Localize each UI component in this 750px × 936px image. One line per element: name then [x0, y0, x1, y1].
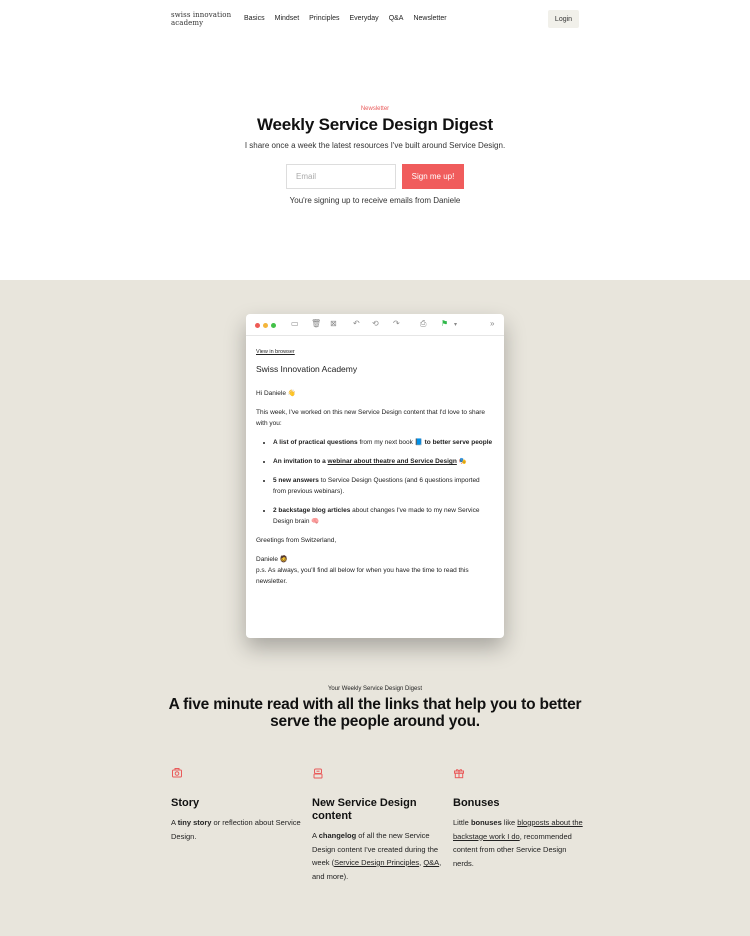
list-item: • 5 new answers to Service Design Questions (and 6 questions imported from previous webinars).: [273, 475, 494, 497]
junk-icon: ⊠: [330, 319, 337, 328]
email-signature: Daniele 🧔: [256, 556, 288, 563]
hero-subtitle: I share once a week the latest resources I've built around Service Design.: [244, 141, 506, 150]
email-closing: Greetings from Switzerland,: [256, 537, 337, 544]
reply-icon: ↶: [353, 319, 360, 328]
list-item: • 2 backstage blog articles about changes I've made to my new Service Design brain 🧠: [273, 505, 494, 527]
mail-toolbar: [246, 314, 504, 336]
view-in-browser-link[interactable]: View in browser: [256, 349, 295, 355]
service-design-principles-link[interactable]: Service Design Principles: [334, 858, 420, 867]
list-item: • A list of practical questions from my next book 📘 to better serve people: [273, 437, 494, 448]
email-ps: p.s. As always, you'll find all below for when you have the time to read this newsletter.: [256, 567, 469, 585]
consent-text: You're signing up to receive emails from Daniele: [289, 196, 461, 205]
email-preview-window: [246, 314, 504, 638]
nav-links: [244, 15, 457, 22]
nav-link-qa[interactable]: Q&A: [388, 15, 404, 22]
feature-description: A changelog of all the new Service Design content I've created during the week (Service Design Principles, Q&A, and more).: [312, 831, 442, 881]
feature-story: [171, 766, 301, 843]
email-list: [256, 437, 494, 527]
page-title: Weekly Service Design Digest: [257, 115, 493, 134]
blogposts-link[interactable]: blogposts about the backstage work I do: [453, 818, 583, 841]
feature-description: A tiny story or reflection about Service Design.: [171, 818, 301, 841]
nav-link-everyday[interactable]: Everyday: [349, 15, 379, 22]
minimize-dot-icon: [263, 323, 268, 328]
close-dot-icon: [255, 323, 260, 328]
flag-icon: ⚑: [441, 319, 449, 328]
feature-title: Story: [171, 797, 200, 809]
nav-link-mindset[interactable]: Mindset: [274, 15, 300, 22]
email-greeting: Hi Daniele 👋: [256, 390, 296, 397]
signup-button[interactable]: Sign me up!: [402, 164, 464, 189]
trash-icon: 🗑: [311, 319, 322, 328]
nav-link-principles[interactable]: Principles: [309, 15, 340, 22]
nav-link-basics[interactable]: Basics: [244, 15, 265, 22]
signup-form: [286, 164, 464, 189]
top-nav: [0, 0, 750, 40]
reply-all-icon: ⟲: [372, 319, 379, 328]
robot-icon: [312, 767, 324, 779]
story-icon: [171, 767, 183, 779]
forward-icon: ↷: [393, 319, 400, 328]
nav-link-newsletter[interactable]: Newsletter: [413, 15, 447, 22]
hero-section: [0, 40, 750, 280]
hero-eyebrow: Newsletter: [360, 106, 390, 112]
qa-link[interactable]: Q&A: [423, 858, 440, 867]
feature-new-content: [312, 766, 442, 883]
feature-title: New Service Design content: [312, 797, 417, 822]
email-body: [246, 336, 504, 587]
digest-title: A five minute read with all the links that help you to better serve the people around you.: [168, 696, 582, 730]
webinar-link[interactable]: webinar about theatre and Service Design: [327, 458, 457, 465]
feature-bonuses: [453, 766, 583, 870]
more-icon: »: [490, 319, 495, 328]
email-brand: Swiss Innovation Academy: [256, 364, 358, 374]
print-icon: ⎙: [420, 319, 427, 328]
feature-title: Bonuses: [453, 797, 500, 809]
list-item: • An invitation to a webinar about theatre and Service Design 🎭: [273, 456, 494, 467]
archive-icon: ▭: [291, 319, 299, 328]
logo[interactable]: swiss innovation academy: [171, 11, 232, 27]
gift-icon: [453, 767, 465, 779]
login-button[interactable]: Login: [548, 10, 579, 28]
chevron-down-icon: ▾: [454, 322, 458, 328]
email-input[interactable]: [286, 164, 396, 189]
digest-section: [0, 280, 750, 936]
email-intro: This week, I've worked on this new Service Design content that I'd love to share with you:: [256, 409, 486, 427]
feature-description: Little bonuses like blogposts about the backstage work I do, recommended content from other Service Design nerds.: [453, 818, 583, 868]
digest-eyebrow: Your Weekly Service Design Digest: [327, 686, 423, 692]
maximize-dot-icon: [271, 323, 276, 328]
